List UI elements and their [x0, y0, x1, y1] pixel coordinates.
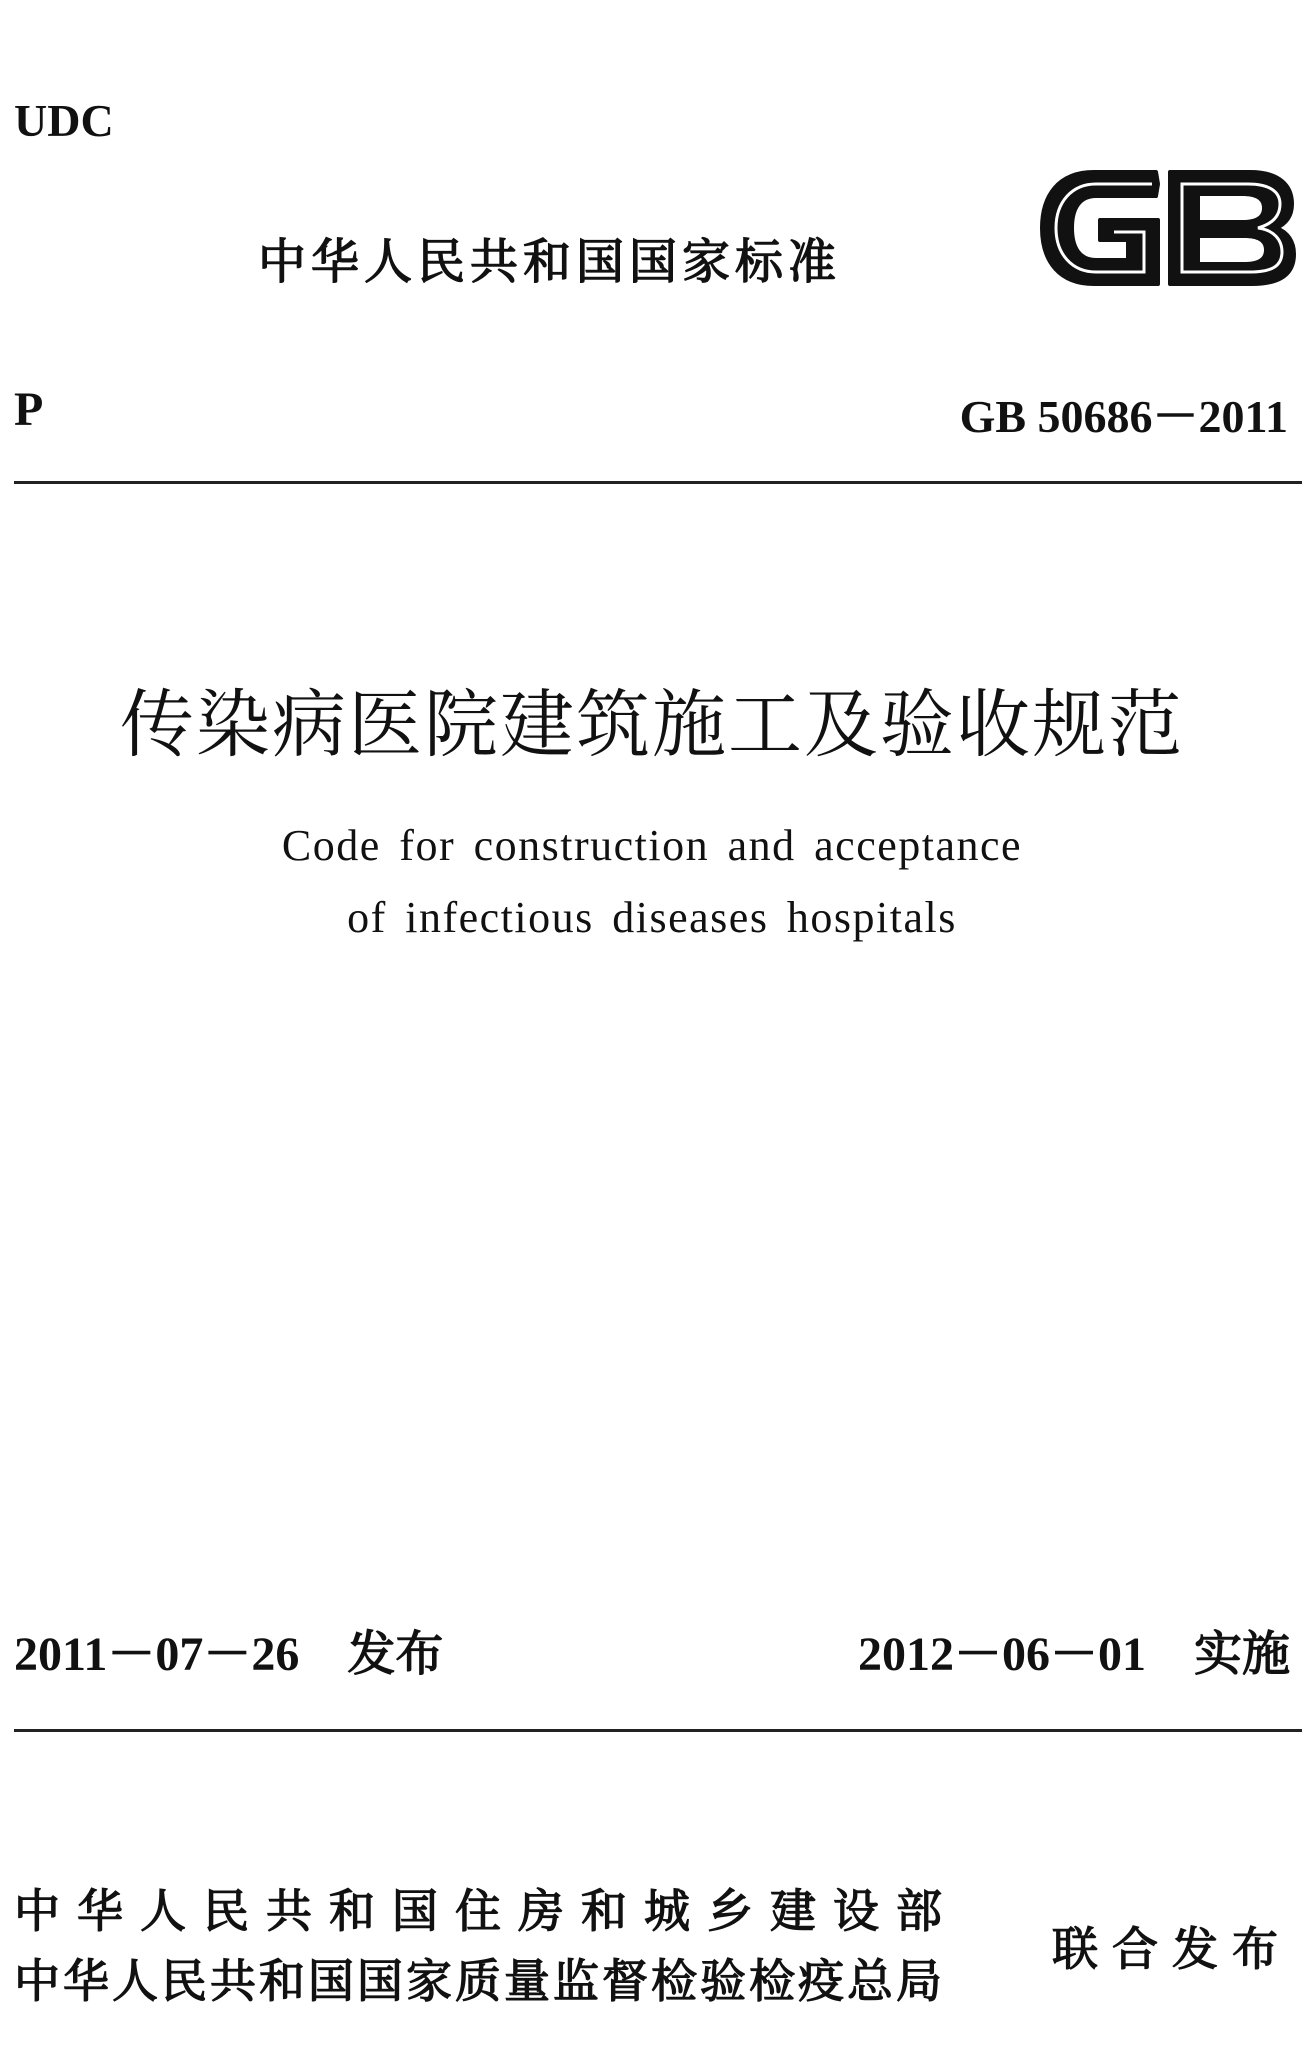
category-code: P [14, 383, 44, 436]
issue-label: 发布 [347, 1626, 444, 1682]
issuer-ministry-housing: 中华人民共和国住房和城乡建设部 [14, 1884, 959, 1938]
gb-logo [1036, 162, 1298, 294]
gb-logo-graphic [1036, 162, 1298, 294]
issue-date-row [14, 1626, 444, 1682]
bottom-divider [14, 1729, 1302, 1732]
document-title-chinese: 传染病医院建筑施工及验收规范 [120, 682, 1184, 768]
issuer-aqsiq: 中华人民共和国国家质量监督检验检疫总局 [14, 1954, 945, 2008]
document-title-english-line1: Code for construction and acceptance [281, 821, 1023, 870]
implement-label: 实施 [1193, 1626, 1290, 1682]
national-standard-title: 中华人民共和国国家标准 [258, 234, 842, 290]
document-title-english-line2: of infectious diseases hospitals [347, 893, 957, 942]
implement-date: 2012－06－01 [857, 1628, 1146, 1681]
udc-label: UDC [14, 95, 114, 146]
standard-number: GB 50686－2011 [959, 391, 1288, 442]
top-divider [14, 481, 1302, 484]
implement-date-row [857, 1626, 1290, 1682]
issue-date: 2011－07－26 [14, 1628, 300, 1681]
joint-issue-label: 联合发布 [1052, 1922, 1292, 1976]
